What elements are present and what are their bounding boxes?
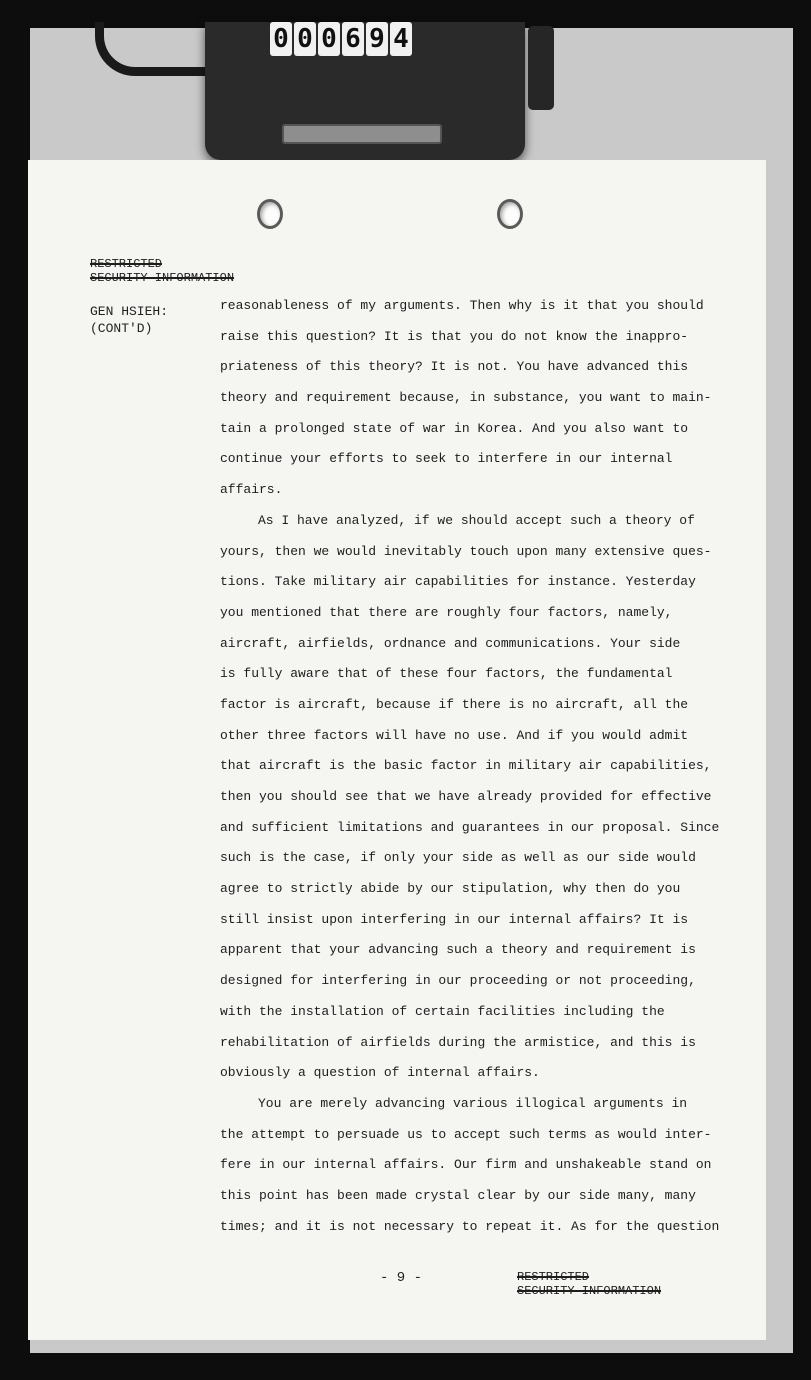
paragraph [220, 506, 720, 1089]
text-line: yours, then we would inevitably touch upon many extensive ques- [220, 543, 712, 559]
counter-digit: 0 [294, 22, 316, 56]
speaker-label [90, 303, 168, 337]
stamp-line: SECURITY INFORMATION [90, 271, 235, 285]
text-line: rehabilitation of airfields during the armistice, and this is [220, 1034, 696, 1050]
frame-counter-digits [270, 22, 412, 56]
text-line: reasonableness of my arguments. Then why is it that you should [220, 298, 704, 313]
text-line: times; and it is not necessary to repeat it. As for the question [220, 1218, 720, 1234]
counter-digit: 0 [270, 22, 292, 56]
page-number: - 9 - [380, 1270, 423, 1286]
stamp-line: SECURITY INFORMATION [517, 1284, 662, 1298]
text-line: the attempt to persuade us to accept such terms as would inter- [220, 1126, 712, 1142]
counter-knob [528, 26, 554, 110]
counter-digit: 4 [390, 22, 412, 56]
counter-digit: 0 [318, 22, 340, 56]
text-line: fere in our internal affairs. Our firm and unshakeable stand on [220, 1157, 712, 1173]
paragraph [220, 1089, 720, 1242]
punch-hole-right [497, 199, 523, 229]
text-line: continue your efforts to seek to interfere in our internal [220, 451, 673, 467]
text-line: still insist upon interfering in our internal affairs? It is [220, 911, 689, 927]
text-line: As I have analyzed, if we should accept such a theory of [258, 512, 695, 528]
text-line: You are merely advancing various illogical arguments in [258, 1095, 688, 1111]
document-body [220, 291, 720, 1242]
text-line: obviously a question of internal affairs. [220, 1065, 540, 1081]
text-line: tain a prolonged state of war in Korea. And you also want to [220, 420, 689, 436]
text-line: with the installation of certain facilities including the [220, 1003, 665, 1019]
speaker-name: GEN HSIEH: [90, 304, 169, 319]
footer-classification-stamp [517, 1270, 661, 1298]
speaker-note: (CONT'D) [90, 321, 153, 336]
paragraph [220, 291, 720, 506]
text-line: tions. Take military air capabilities for instance. Yesterday [220, 574, 696, 590]
text-line: apparent that your advancing such a theory and requirement is [220, 942, 696, 958]
text-line: and sufficient limitations and guarantees in our proposal. Since [220, 819, 720, 835]
text-line: you mentioned that there are roughly four factors, namely, [220, 604, 673, 620]
text-line: this point has been made crystal clear by our side many, many [220, 1187, 696, 1203]
text-line: priateness of this theory? It is not. You have advanced this [220, 359, 689, 375]
text-line: affairs. [220, 482, 283, 498]
text-line: theory and requirement because, in substance, you want to main- [220, 390, 712, 406]
text-line: is fully aware that of these four factors, the fundamental [220, 666, 673, 682]
punch-hole-left [257, 199, 283, 229]
text-line: that aircraft is the basic factor in military air capabilities, [220, 758, 712, 774]
text-line: factor is aircraft, because if there is no aircraft, all the [220, 696, 689, 712]
text-line: raise this question? It is that you do not know the inappro- [220, 328, 689, 344]
text-line: designed for interfering in our proceeding or not proceeding, [220, 973, 696, 989]
text-line: other three factors will have no use. And if you would admit [220, 727, 689, 743]
counter-plate [282, 124, 442, 144]
text-line: aircraft, airfields, ordnance and communications. Your side [220, 635, 681, 651]
stamp-line: RESTRICTED [90, 257, 163, 271]
header-classification-stamp [90, 257, 234, 285]
text-line: agree to strictly abide by our stipulation, why then do you [220, 881, 681, 897]
counter-digit: 6 [342, 22, 364, 56]
text-line: then you should see that we have already provided for effective [220, 789, 712, 804]
stamp-line: RESTRICTED [517, 1270, 590, 1284]
text-line: such is the case, if only your side as well as our side would [220, 850, 696, 866]
counter-digit: 9 [366, 22, 388, 56]
